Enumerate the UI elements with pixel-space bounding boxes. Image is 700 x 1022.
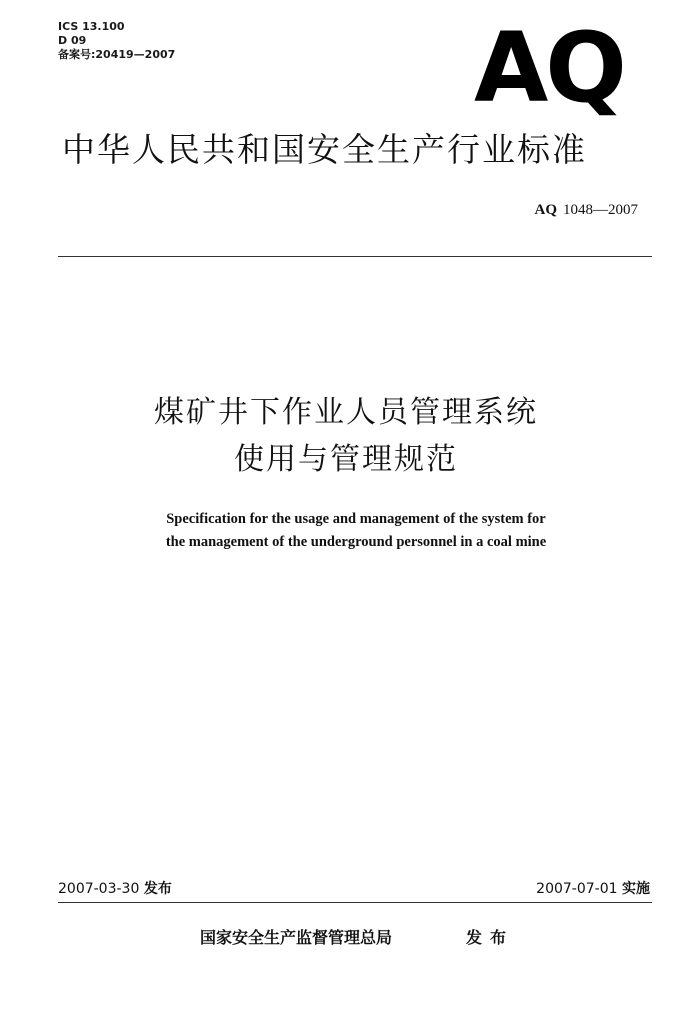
bottom-divider bbox=[58, 902, 652, 903]
filing-number: 备案号:20419—2007 bbox=[58, 48, 176, 61]
standard-prefix: AQ bbox=[534, 202, 557, 218]
top-divider bbox=[58, 256, 652, 257]
issue-date-label: 发布 bbox=[143, 881, 172, 897]
classification-block bbox=[58, 20, 175, 62]
impl-date-label: 实施 bbox=[622, 881, 650, 897]
standard-code: 1048—2007 bbox=[563, 202, 638, 218]
title-en-line1: Specification for the usage and management of the system for bbox=[166, 511, 546, 527]
title-cn-line2: 使用与管理规范 bbox=[234, 442, 458, 477]
title-cn-line1: 煤矿井下作业人员管理系统 bbox=[154, 395, 538, 430]
org-title: 中华人民共和国安全生产行业标准 bbox=[62, 130, 587, 169]
implementation-date bbox=[536, 879, 650, 899]
issue-date bbox=[58, 879, 172, 899]
impl-date-value: 2007-07-01 bbox=[536, 881, 618, 897]
ccs-code: D 09 bbox=[58, 34, 87, 47]
publish-action: 发布 bbox=[466, 928, 515, 947]
publisher-name: 国家安全生产监督管理总局 bbox=[200, 928, 393, 947]
standard-number bbox=[535, 201, 639, 219]
issue-date-value: 2007-03-30 bbox=[58, 881, 140, 897]
aq-logo: AQ bbox=[474, 12, 624, 124]
title-en-line2: the management of the underground personnel in a coal mine bbox=[165, 534, 547, 550]
ics-code: ICS 13.100 bbox=[58, 20, 125, 33]
